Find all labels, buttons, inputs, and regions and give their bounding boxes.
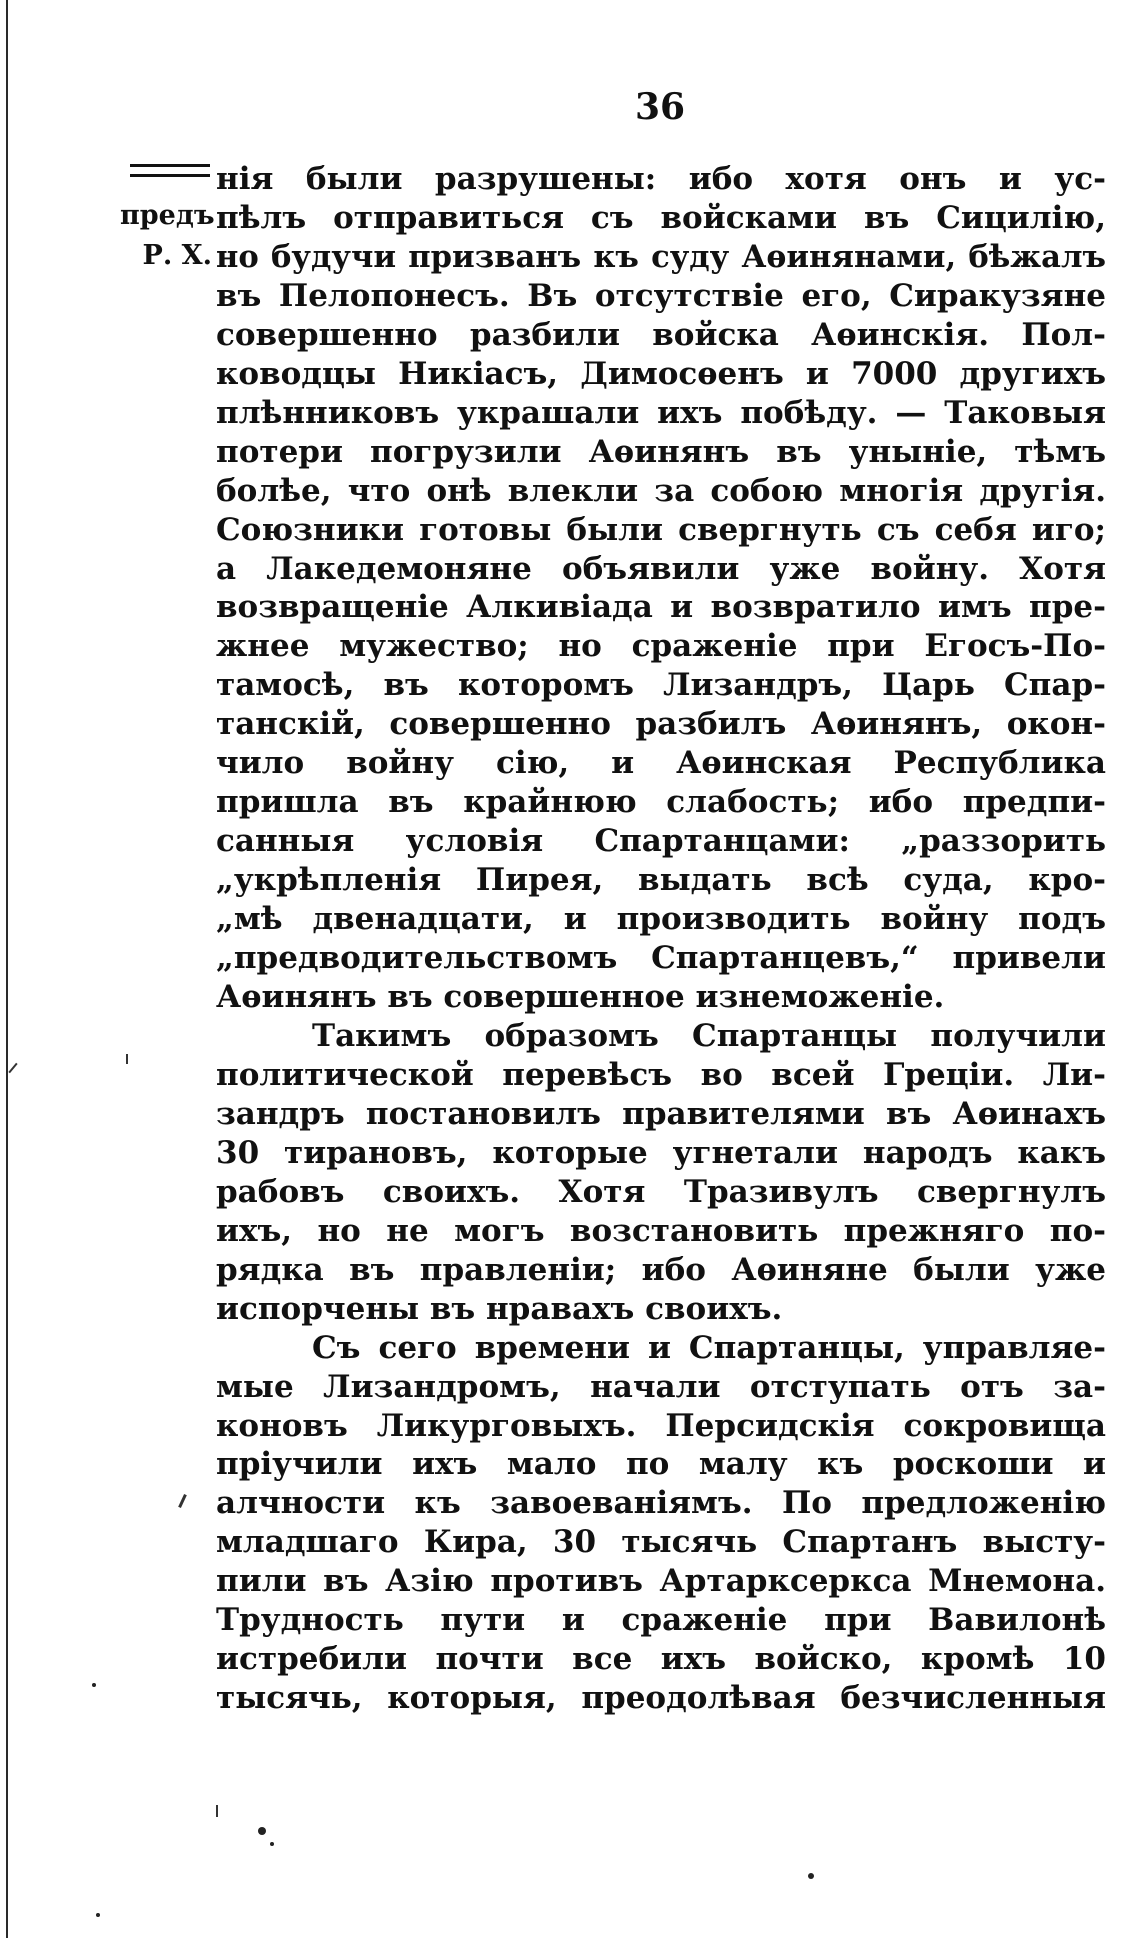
body-text [216, 160, 1106, 1718]
text-line: коновъ Ликурговыхъ. Персидскія сокровища [216, 1407, 1106, 1444]
text-line: пили въ Азію противъ Артарксеркса Мнемона. [216, 1563, 1106, 1600]
text-line: Трудность пути и сраженіе при Вавилонѣ [216, 1602, 1106, 1639]
text-line: политической перевѣсъ во всей Греціи. Ли- [216, 1056, 1106, 1093]
text-line: рядка въ правленіи; ибо Аѳиняне были уже [216, 1251, 1106, 1288]
text-line: тысячь, которыя, преодолѣвая безчисленныя [216, 1680, 1106, 1717]
margin-note [120, 196, 215, 276]
text-line: потери погрузили Аѳинянъ въ уныніе, тѣмъ [216, 433, 1106, 470]
scan-speck [96, 1913, 100, 1917]
text-line: „мѣ двенадцати, и производить войну подъ [216, 901, 1106, 938]
text-line: пѣлъ отправиться съ войсками въ Сицилію, [216, 199, 1106, 236]
margin-note-line: Р. Х. [142, 240, 212, 271]
scan-speck [270, 1842, 274, 1846]
margin-note-line: предъ [120, 200, 215, 231]
scan-speck [8, 1063, 17, 1073]
scan-speck [258, 1827, 266, 1835]
text-line: Аѳинянъ въ совершенное изнеможеніе. [216, 979, 945, 1016]
text-line: чило войну сію, и Аѳинская Республика [216, 745, 1106, 782]
scan-speck [808, 1873, 814, 1879]
text-line: зандръ постановилъ правителями въ Аѳинахъ [216, 1095, 1106, 1132]
text-line: испорчены въ нравахъ своихъ. [216, 1290, 783, 1327]
page-edge-line [6, 0, 8, 1938]
text-line: нія были разрушены: ибо хотя онъ и ус- [216, 161, 1106, 197]
scan-speck [216, 1805, 218, 1817]
scan-speck [178, 1494, 187, 1508]
text-line: санныя условія Спартанцами: „раззорить [216, 823, 1106, 860]
text-line: Съ сего времени и Спартанцы, управляе- [312, 1329, 1106, 1366]
text-line: рабовъ своихъ. Хотя Тразивулъ свергнулъ [216, 1173, 1106, 1210]
text-line: пришла въ крайнюю слабость; ибо предпи- [216, 784, 1106, 821]
text-line: „укрѣпленія Пирея, выдать всѣ суда, кро- [216, 862, 1106, 899]
text-line: совершенно разбили войска Аѳинскія. Пол- [216, 316, 1106, 353]
margin-rule-mark [130, 164, 210, 177]
text-line: танскій, совершенно разбилъ Аѳинянъ, окон- [216, 706, 1106, 743]
text-line: Союзники готовы были свергнуть съ себя иго; [216, 511, 1106, 548]
text-line: алчности къ завоеваніямъ. По предложенію [216, 1485, 1106, 1522]
text-line: возвращеніе Алкивіада и возвратило имъ пре- [216, 589, 1106, 626]
text-line: а Лакедемоняне объявили уже войну. Хотя [216, 550, 1106, 587]
text-line: но будучи призванъ къ суду Аѳинянами, бѣжалъ [216, 238, 1106, 275]
text-line: истребили почти все ихъ войско, кромѣ 10 [216, 1641, 1106, 1678]
text-line: 30 тирановъ, которые угнетали народъ какъ [216, 1134, 1106, 1171]
text-line: мые Лизандромъ, начали отступать отъ за- [216, 1368, 1106, 1405]
text-line: ководцы Никіасъ, Димосѳенъ и 7000 другихъ [216, 355, 1106, 392]
text-line: жнее мужество; но сраженіе при Егосъ-По- [216, 628, 1106, 665]
text-line: пріучили ихъ мало по малу къ роскоши и [216, 1446, 1106, 1483]
text-line: „предводительствомъ Спартанцевъ,“ привели [216, 940, 1106, 977]
text-line: ихъ, но не могъ возстановить прежняго по- [216, 1212, 1106, 1249]
text-line: младшаго Кира, 30 тысячь Спартанъ высту- [216, 1524, 1106, 1561]
text-line: Такимъ образомъ Спартанцы получили [312, 1017, 1106, 1054]
text-line: плѣнниковъ украшали ихъ побѣду. — Таковыя [216, 394, 1106, 431]
scan-speck [126, 1054, 128, 1064]
scan-speck [92, 1683, 96, 1687]
text-line: болѣе, что онѣ влекли за собою многія другія. [216, 472, 1106, 509]
text-line: въ Пелопонесъ. Въ отсутствіе его, Сиракузяне [216, 277, 1106, 314]
page-number: 36 [634, 86, 686, 128]
text-line: тамосѣ, въ которомъ Лизандръ, Царь Спар- [216, 667, 1106, 704]
